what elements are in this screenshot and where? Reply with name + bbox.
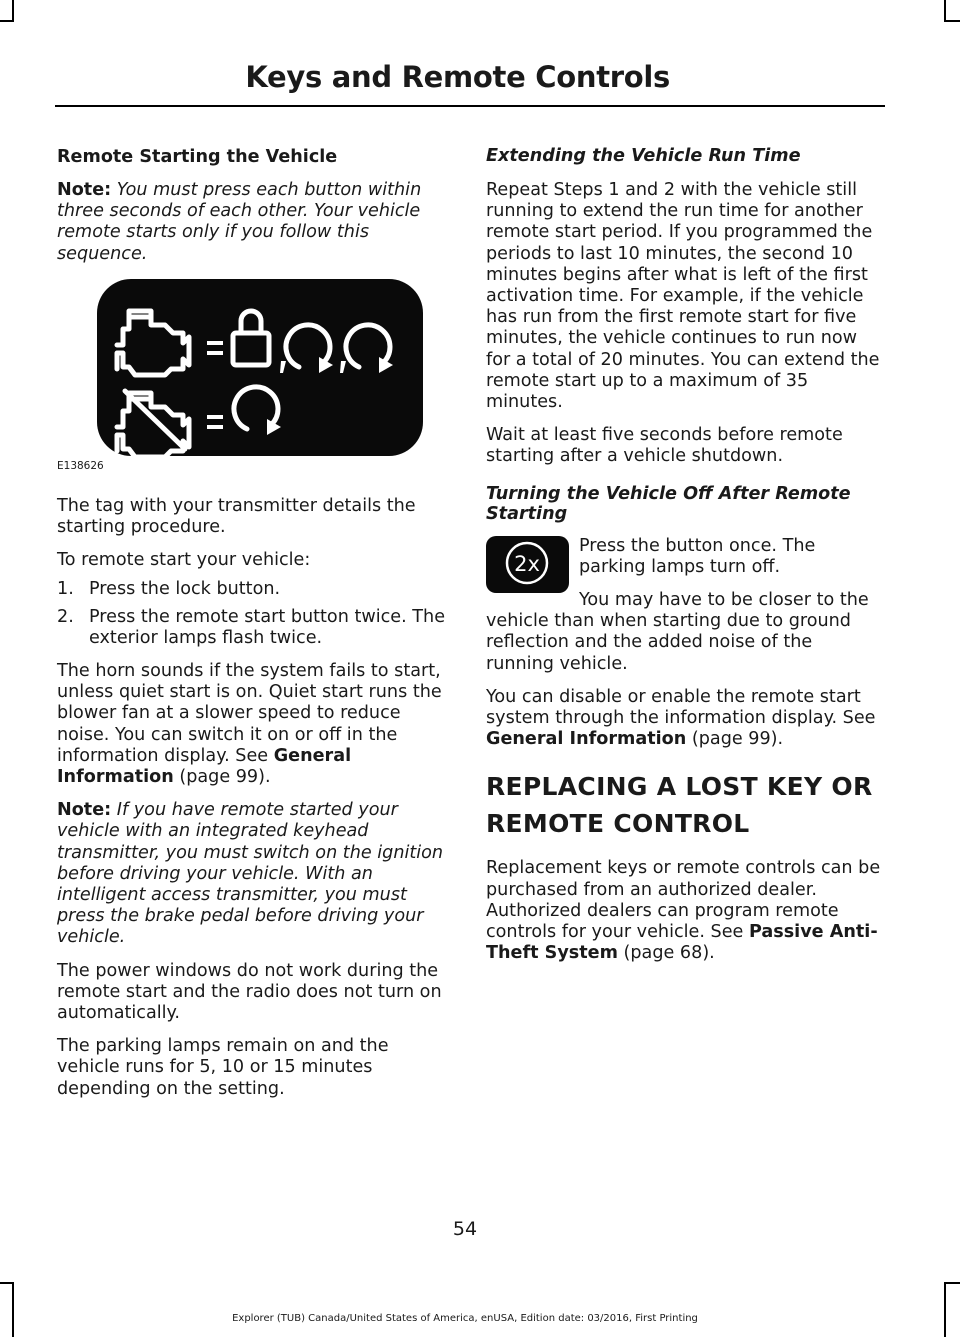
replace-text: Replacement keys or remote controls can be purchased from an authorized dealer. Authorized dealers can program remote controls for your vehicle. See	[486, 858, 881, 943]
section-heading-line: REMOTE CONTROL	[486, 809, 750, 839]
paragraph	[486, 687, 884, 751]
figure-code: E138626	[57, 459, 104, 472]
button-label: 2x	[514, 551, 540, 576]
paragraph: You may have to be closer to the vehicle than when starting due to ground reflection and the added noise of the running vehicle.	[486, 590, 869, 674]
footer-edition: Explorer (TUB) Canada/United States of America, enUSA, Edition date: 03/2016, First Printing	[232, 1313, 698, 1324]
page-ref: (page 99).	[173, 767, 271, 788]
horn-text: The horn sounds if the system fails to start, unless quiet start is on. Quiet start runs the blower fan at a slower speed to reduce noise. You can switch it on or off in the information display. See	[57, 661, 442, 766]
section-heading-replacing	[486, 772, 884, 838]
page-number: 54	[452, 1218, 478, 1240]
step-text: Press the remote start button twice. The exterior lamps flash twice.	[89, 606, 446, 648]
page-ref: (page 99).	[686, 729, 784, 750]
crop-mark	[944, 0, 946, 22]
crop-mark	[0, 1282, 14, 1284]
crop-mark	[12, 1282, 14, 1337]
header-rule	[55, 105, 885, 107]
note-text: If you have remote started your vehicle with an integrated keyhead transmitter, you must switch on the ignition before driving your vehicle. With an intelligent access transmitter, you must press the brake pedal before driving your vehicle.	[57, 800, 444, 948]
note-paragraph	[57, 180, 449, 265]
crop-mark	[944, 1282, 946, 1337]
cross-reference-link[interactable]: Passive Anti-Theft System	[486, 922, 878, 964]
paragraph: Repeat Steps 1 and 2 with the vehicle still running to extend the run time for another remote start period. If you programmed the periods to last 10 minutes, the second 10 minutes begins after what is left of the first activation time. For example, if the vehicle has run from the first remote start for five minutes, the vehicle continues to run now for a total of 20 minutes. You can extend the remote start up to a maximum of 35 minutes.	[486, 180, 880, 413]
crop-mark	[12, 0, 14, 22]
paragraph: Wait at least five seconds before remote starting after a vehicle shutdown.	[486, 425, 843, 467]
press-twice-icon	[486, 536, 569, 593]
right-column	[486, 146, 884, 976]
figure-background	[97, 279, 423, 456]
remote-start-figure	[97, 279, 423, 456]
crop-mark	[0, 20, 14, 22]
note-label: Note:	[57, 800, 112, 821]
note-label: Note:	[57, 180, 112, 200]
step-number: 1.	[57, 579, 74, 600]
subheading-extend: Extending the Vehicle Run Time	[486, 146, 801, 166]
paragraph: The parking lamps remain on and the vehicle runs for 5, 10 or 15 minutes depending on the setting.	[57, 1036, 389, 1099]
crop-mark	[944, 20, 960, 22]
cross-reference-link[interactable]: General Information	[57, 745, 352, 788]
paragraph: Press the button once. The parking lamps turn off.	[579, 535, 816, 577]
paragraph: To remote start your vehicle:	[57, 550, 311, 571]
page-ref: (page 68).	[617, 943, 715, 964]
remote-start-sequence-icon	[97, 279, 423, 456]
list-item	[57, 579, 449, 600]
subheading-turn-off: Turning the Vehicle Off After Remote Starting	[486, 483, 851, 524]
list-item	[57, 607, 449, 649]
page-title: Keys and Remote Controls	[245, 60, 670, 94]
step-number: 2.	[57, 606, 74, 627]
note-paragraph	[57, 800, 449, 948]
cross-reference-link[interactable]: General Information	[486, 729, 687, 750]
section-heading-remote-start: Remote Starting the Vehicle	[57, 147, 338, 167]
note-text: You must press each button within three seconds of each other. Your vehicle remote starts only if you follow this sequence.	[57, 180, 422, 264]
paragraph: The tag with your transmitter details the starting procedure.	[57, 495, 416, 538]
section-heading-line: REPLACING A LOST KEY OR	[486, 772, 873, 802]
step-text: Press the lock button.	[89, 579, 281, 600]
paragraph	[486, 858, 884, 964]
paragraph: The power windows do not work during the remote start and the radio does not turn on automatically.	[57, 960, 442, 1024]
remote-button-figure	[486, 536, 569, 593]
paragraph	[57, 661, 449, 788]
disable-text: You can disable or enable the remote start system through the information display. See	[486, 686, 876, 729]
left-column	[57, 146, 449, 1112]
crop-mark	[944, 1282, 960, 1284]
